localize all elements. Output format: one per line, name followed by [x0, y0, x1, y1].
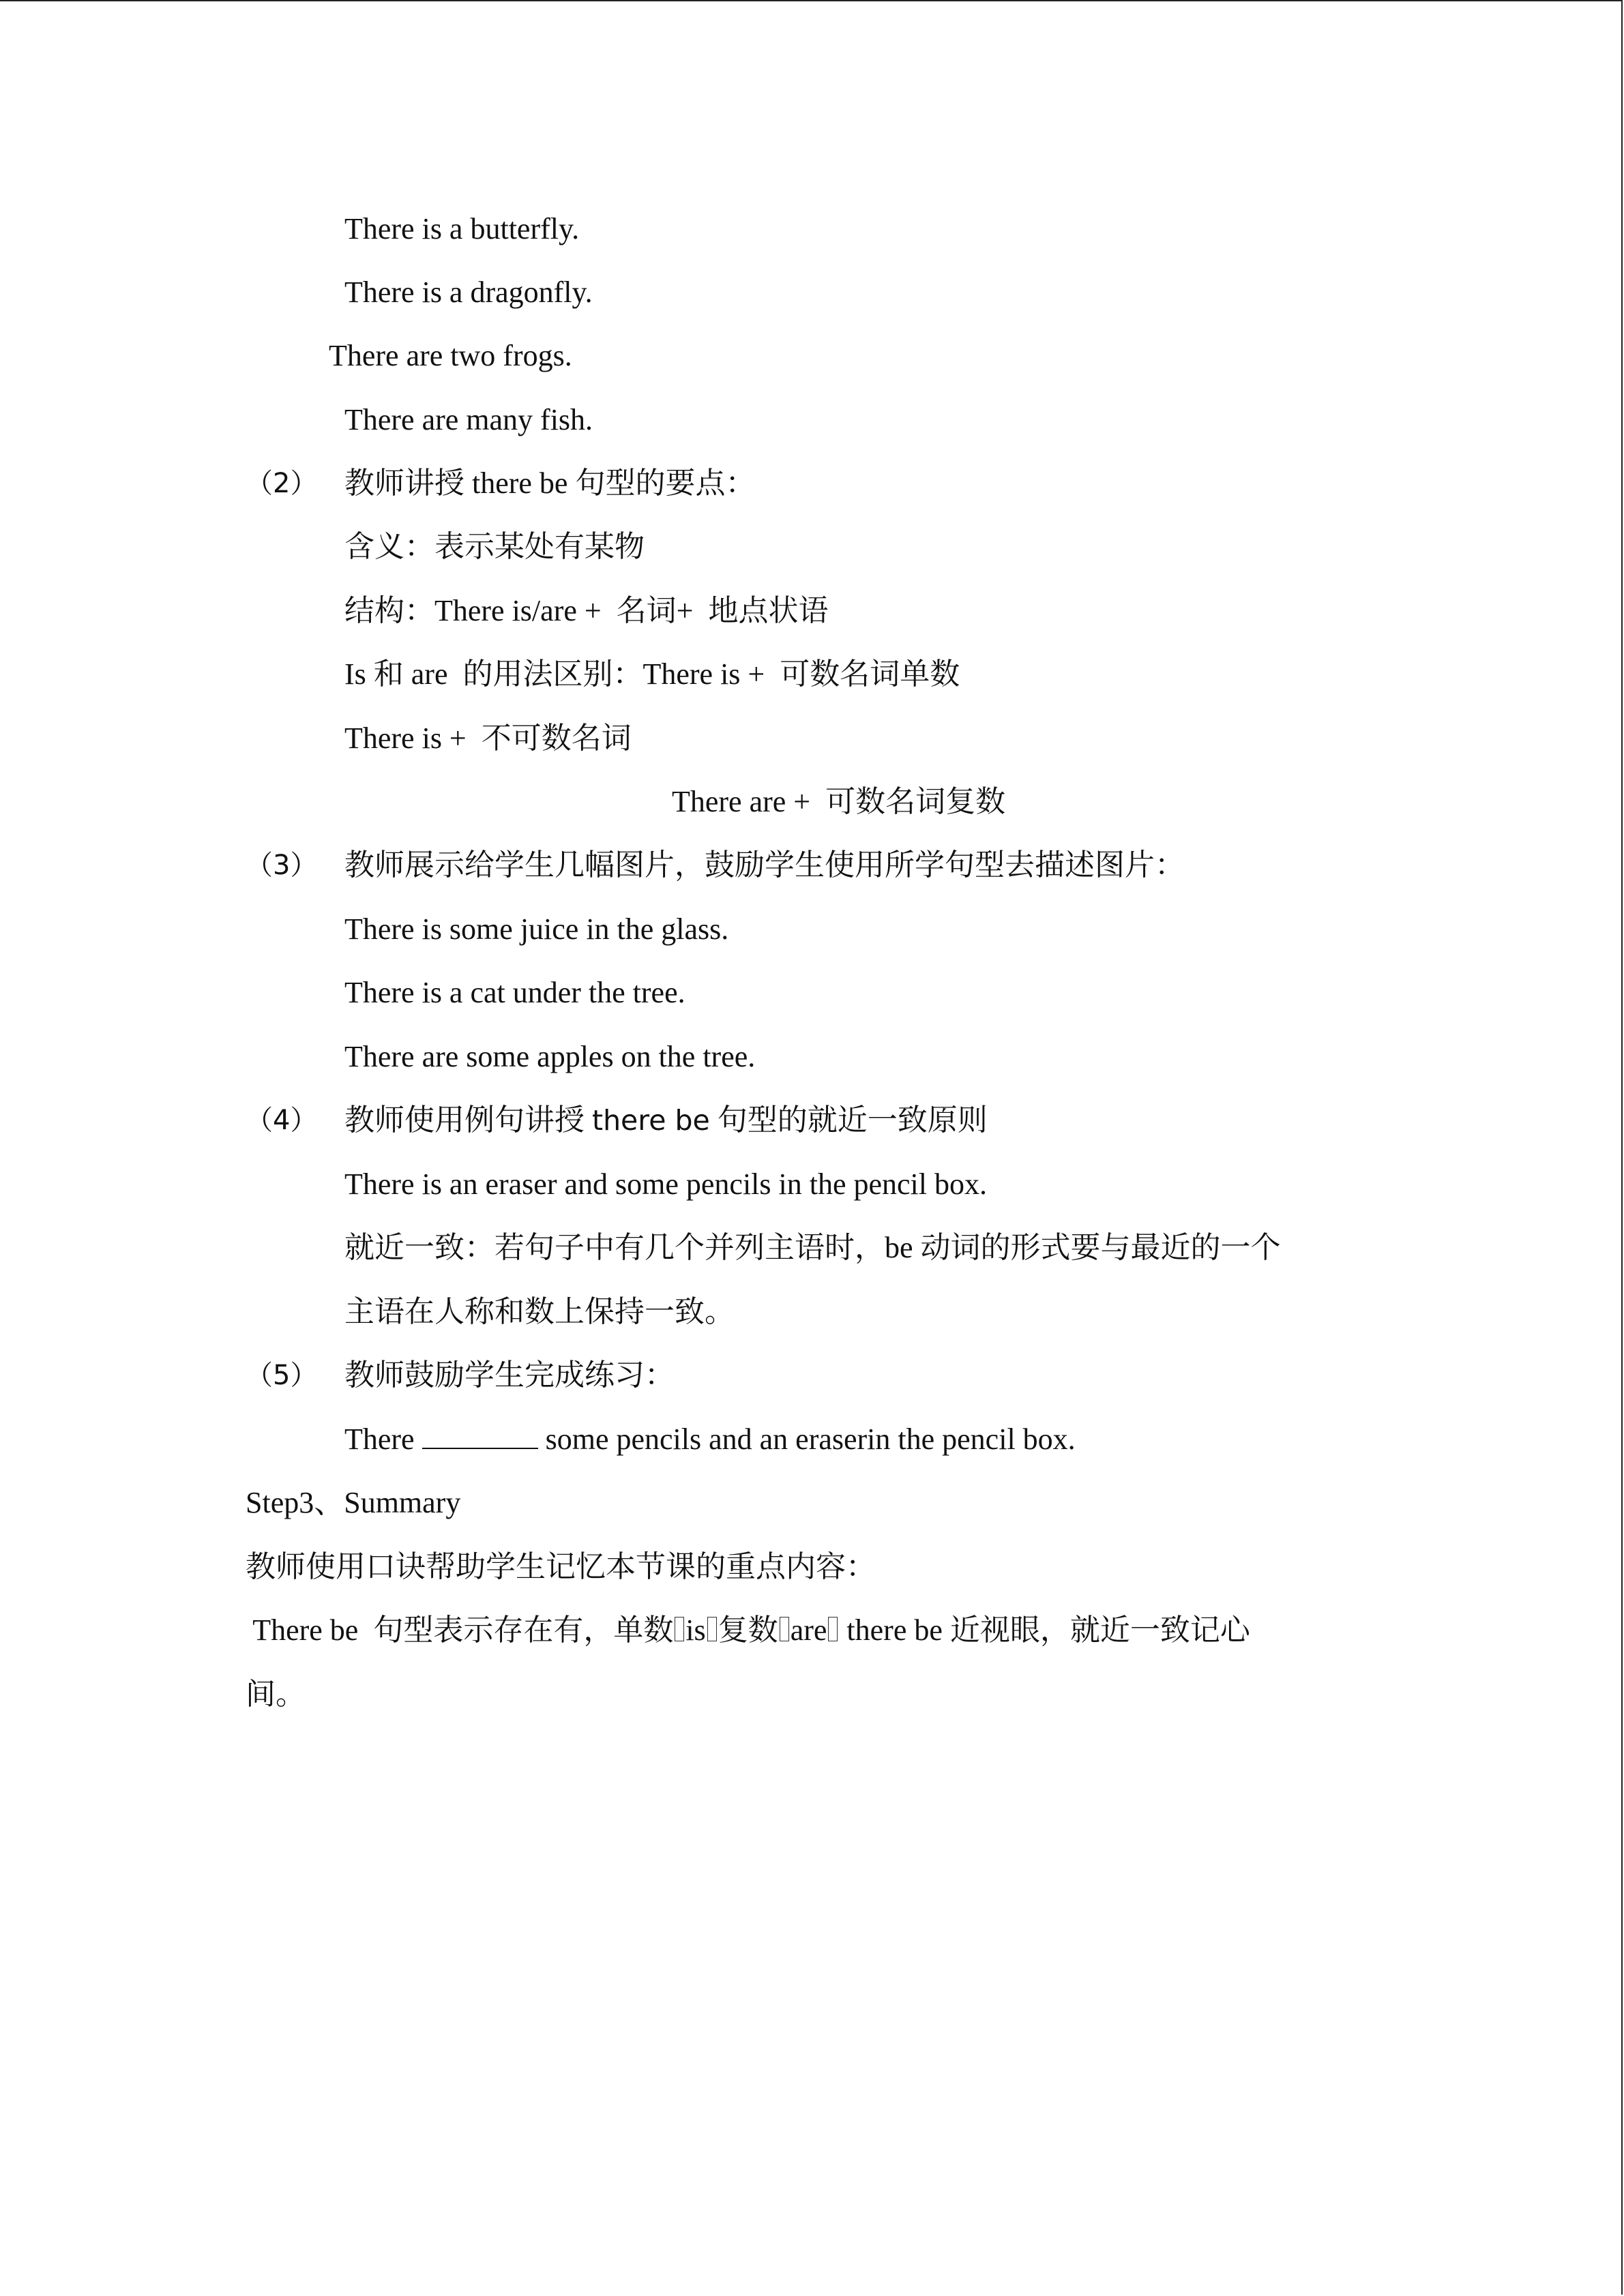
example-sentence: There is an eraser and some pencils in the pencil box. [344, 1167, 988, 1201]
fill-blank [422, 1420, 538, 1449]
definition-line: 含义：表示某处有某物 [344, 530, 645, 563]
exercise-text: some pencils and an eraserin the pencil box. [537, 1422, 1076, 1456]
section-title: Step3、Summary [246, 1486, 461, 1519]
step-number: （4） [246, 1105, 318, 1136]
missing-glyph-box [675, 1617, 684, 1641]
example-sentence: There are some apples on the tree. [344, 1040, 756, 1073]
rhyme-text: are [790, 1613, 827, 1647]
example-sentence: There are two frogs. [329, 339, 572, 372]
example-sentence: There are many fish. [344, 403, 593, 436]
missing-glyph-box [780, 1617, 789, 1641]
step-heading: 教师展示给学生几幅图片，鼓励学生使用所学句型去描述图片： [344, 848, 1185, 882]
example-sentence: There is a dragonfly. [344, 275, 593, 309]
exercise-sentence [344, 1420, 1076, 1459]
rule-line: 主语在人称和数上保持一致。 [344, 1295, 735, 1328]
heading-text: 句型的就近一致原则 [709, 1103, 988, 1137]
rhyme-line [246, 1611, 1250, 1650]
example-sentence: There is some juice in the glass. [344, 912, 729, 946]
rhyme-text: There be 句型表示存在有，单数 [246, 1613, 674, 1647]
step-number: （3） [246, 850, 318, 881]
exercise-text: There [344, 1422, 422, 1456]
example-sentence: There is a butterfly. [344, 212, 580, 245]
rhyme-text: is [685, 1613, 706, 1647]
rhyme-text: there be 近视眼，就近一致记心 [839, 1613, 1250, 1647]
rhyme-text: 复数 [718, 1613, 778, 1647]
step-heading [344, 1101, 988, 1139]
usage-line: There is + 不可数名词 [344, 721, 632, 755]
rhyme-line: 间。 [246, 1678, 306, 1711]
missing-glyph-box [707, 1617, 717, 1641]
heading-text: 教师使用例句讲授 [344, 1103, 592, 1137]
usage-line: Is 和 are 的用法区别：There is + 可数名词单数 [344, 657, 960, 691]
step-number: （5） [246, 1360, 318, 1391]
step-number: （2） [246, 468, 318, 499]
heading-keyword: there be [592, 1104, 710, 1137]
step-heading: 教师鼓励学生完成练习： [344, 1358, 675, 1392]
summary-intro: 教师使用口诀帮助学生记忆本节课的重点内容： [246, 1550, 876, 1583]
rule-line: 就近一致：若句子中有几个并列主语时，be 动词的形式要与最近的一个 [344, 1231, 1281, 1264]
step-heading: 教师讲授 there be 句型的要点： [344, 466, 756, 500]
example-sentence: There is a cat under the tree. [344, 976, 685, 1009]
structure-line: 结构：There is/are + 名词+ 地点状语 [344, 594, 829, 627]
missing-glyph-box [828, 1617, 838, 1641]
usage-line: There are + 可数名词复数 [672, 785, 1006, 818]
